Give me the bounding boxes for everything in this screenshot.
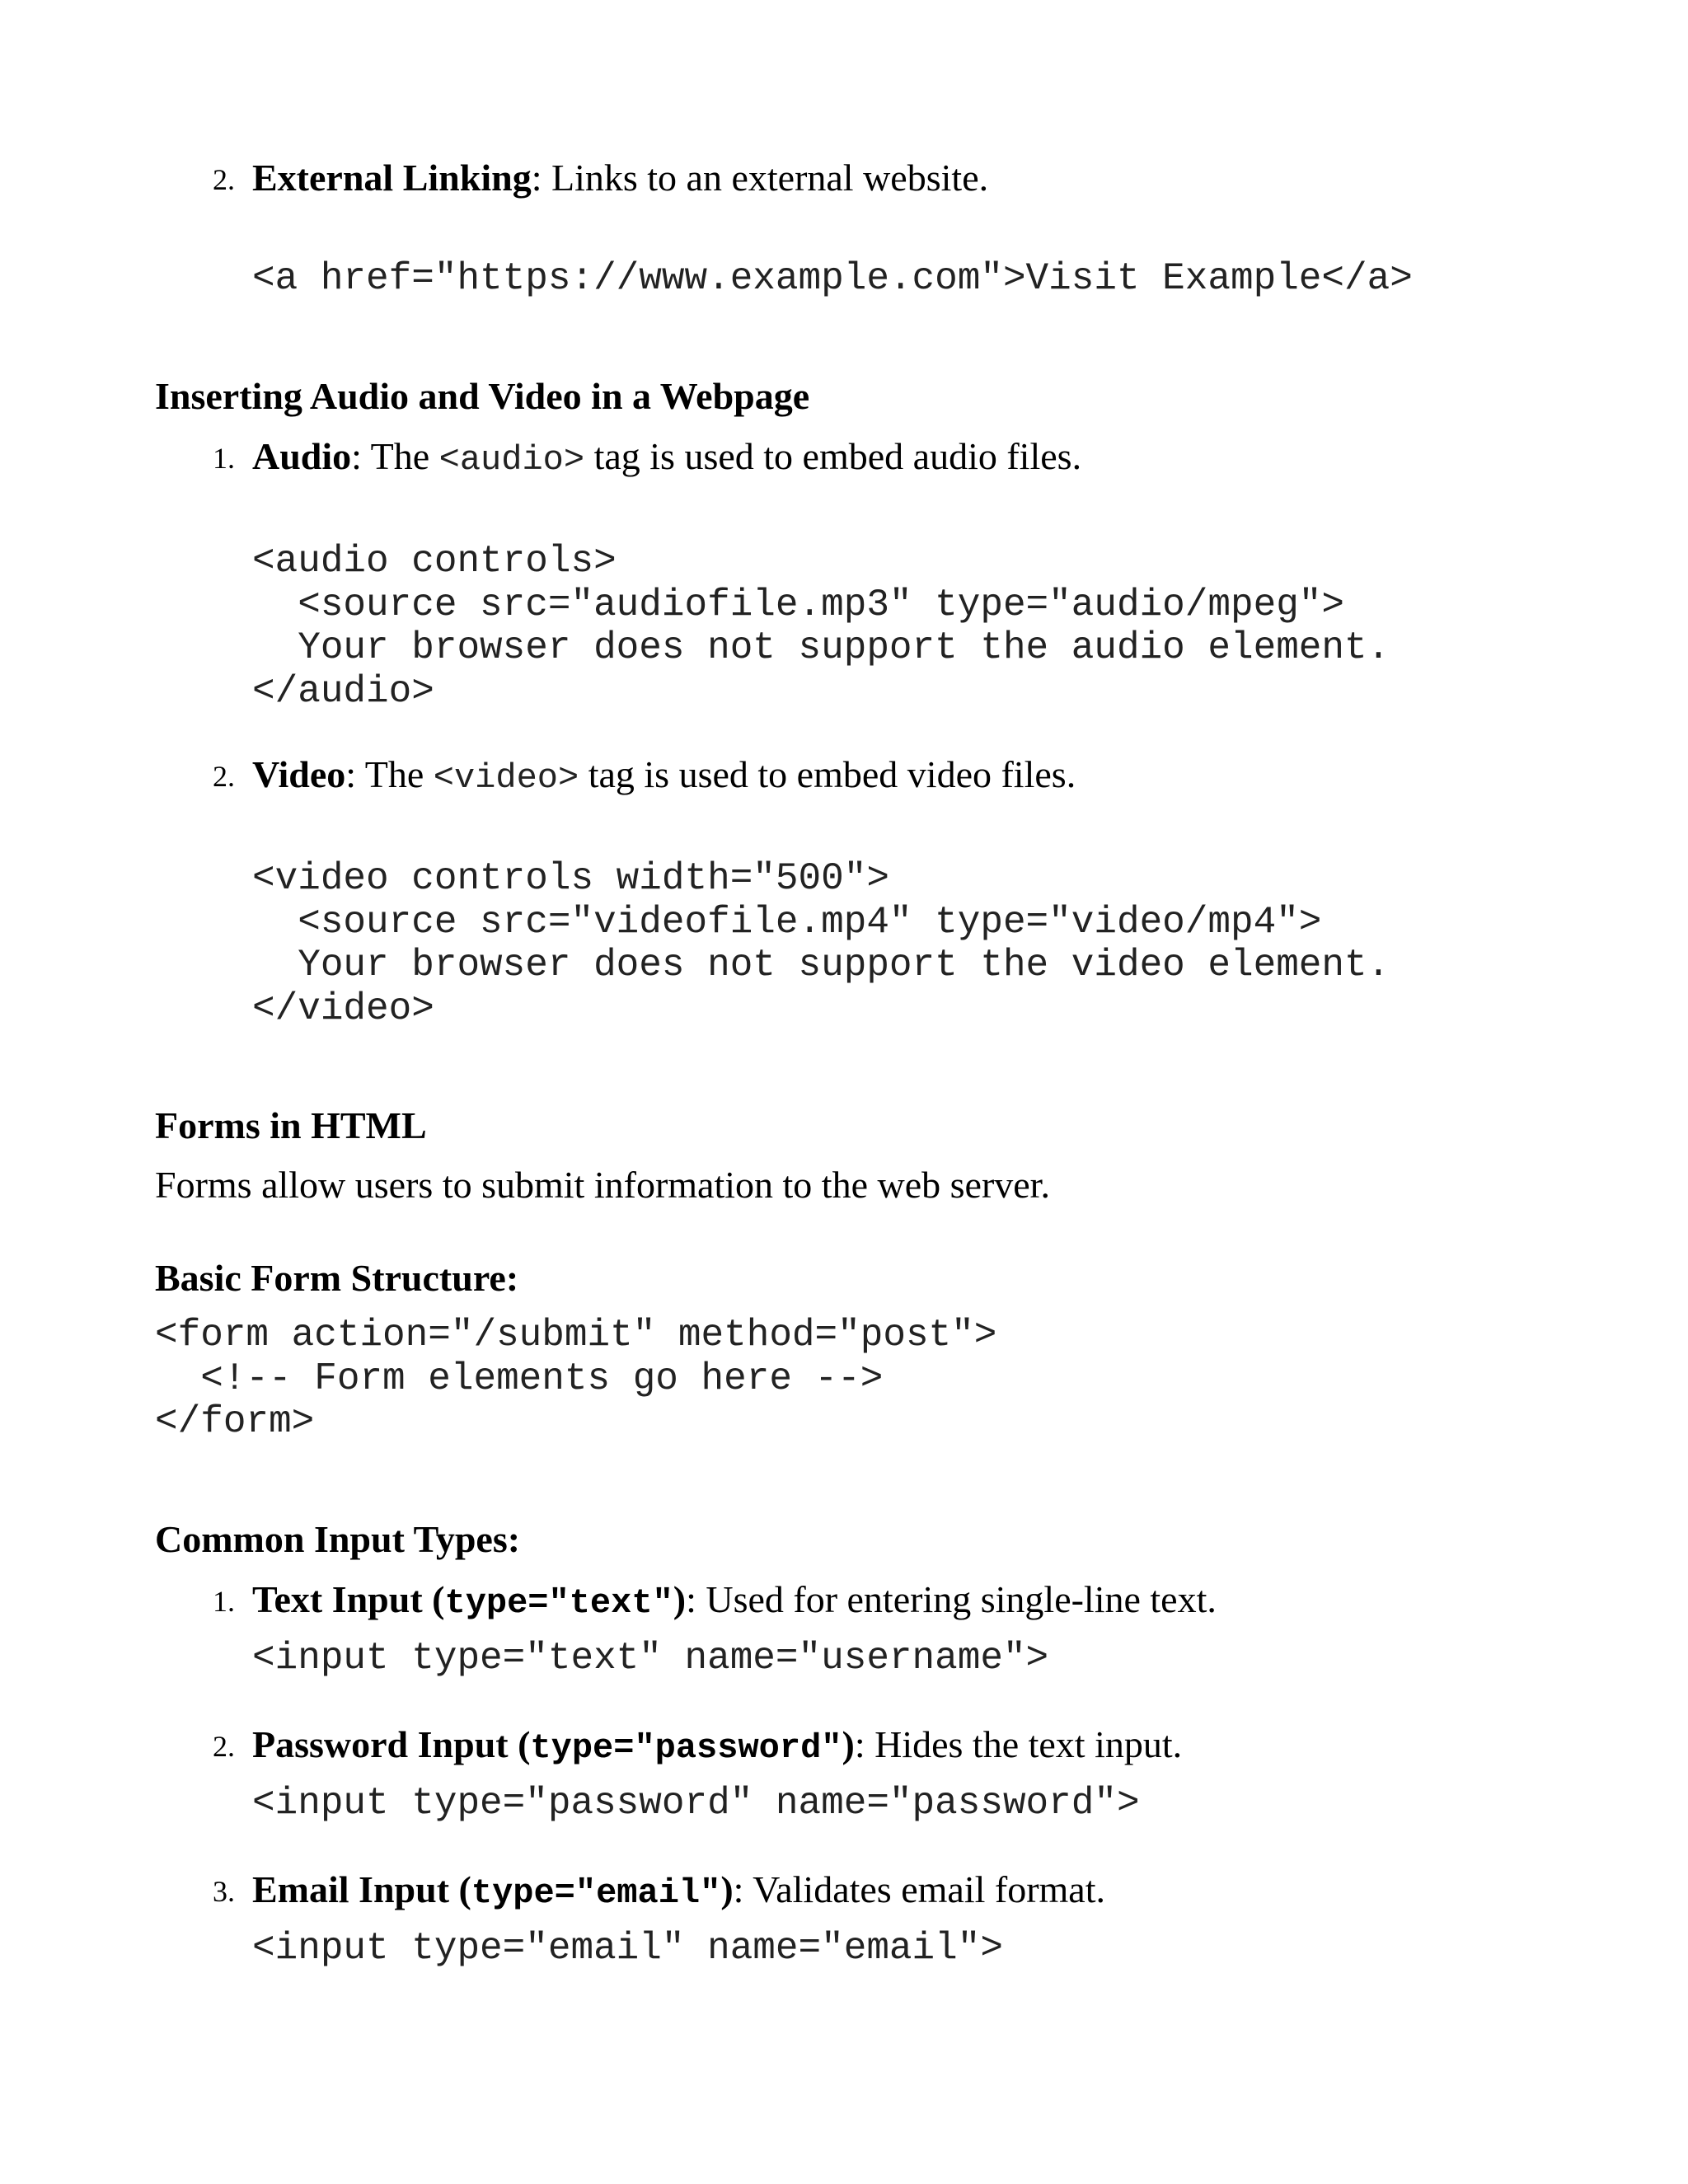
list-number: 1. <box>213 442 235 475</box>
term: Audio <box>252 435 352 477</box>
text: tag is used to embed video files. <box>579 753 1076 795</box>
description: : Validates email format. <box>733 1868 1105 1910</box>
code-block-input: <input type="email" name="email"> <box>252 1927 1003 1970</box>
inline-code: <audio> <box>438 440 585 480</box>
label-end: ) <box>720 1868 734 1910</box>
description: : Used for entering single-line text. <box>686 1578 1217 1620</box>
video-item <box>252 753 1076 799</box>
code-block-audio: <audio controls> <source src="audiofile.mp3" type="audio/mpeg"> Your browser does not support the audio element. </audio> <box>252 540 1390 713</box>
list-number: 1. <box>213 1585 235 1618</box>
code-block-video: <video controls width="500"> <source src="videofile.mp4" type="video/mp4"> Your browser does not support the video element. </video> <box>252 857 1390 1030</box>
inline-code: <video> <box>433 758 579 798</box>
text: : The <box>345 753 434 795</box>
text: : The <box>351 435 439 477</box>
input-type-item <box>252 1723 1182 1769</box>
section-heading-forms: Forms in HTML <box>155 1104 427 1146</box>
audio-item <box>252 435 1081 481</box>
list-number: 2. <box>213 1730 235 1763</box>
label-end: ) <box>673 1578 687 1620</box>
subheading-basic-form: Basic Form Structure: <box>155 1257 519 1299</box>
input-type-item <box>252 1868 1105 1915</box>
input-type-item <box>252 1578 1217 1624</box>
code-block-input: <input type="text" name="username"> <box>252 1637 1049 1680</box>
section-heading-audio-video: Inserting Audio and Video in a Webpage <box>155 375 810 417</box>
label-end: ) <box>842 1723 855 1765</box>
label: Text Input ( <box>252 1578 445 1620</box>
code-block-input: <input type="password" name="password"> <box>252 1782 1140 1825</box>
term: External Linking <box>252 157 532 199</box>
list-number: 3. <box>213 1875 235 1908</box>
label: Email Input ( <box>252 1868 471 1910</box>
list-number: 2. <box>213 760 235 793</box>
type-code: type="email" <box>471 1873 721 1913</box>
forms-intro: Forms allow users to submit information to the web server. <box>155 1164 1050 1206</box>
description: : Hides the text input. <box>854 1723 1183 1765</box>
text: tag is used to embed audio files. <box>584 435 1082 477</box>
code-block-external-link: <a href="https://www.example.com">Visit Example</a> <box>252 257 1413 300</box>
description: : Links to an external website. <box>531 157 989 199</box>
term: Video <box>252 753 346 795</box>
external-linking-item <box>252 157 988 199</box>
label: Password Input ( <box>252 1723 531 1765</box>
type-code: type="password" <box>530 1728 842 1768</box>
list-number: 2. <box>213 163 235 196</box>
subheading-input-types: Common Input Types: <box>155 1518 521 1560</box>
type-code: type="text" <box>444 1583 673 1623</box>
code-block-basic-form: <form action="/submit" method="post"> <!-- Form elements go here --> </form> <box>155 1314 997 1443</box>
